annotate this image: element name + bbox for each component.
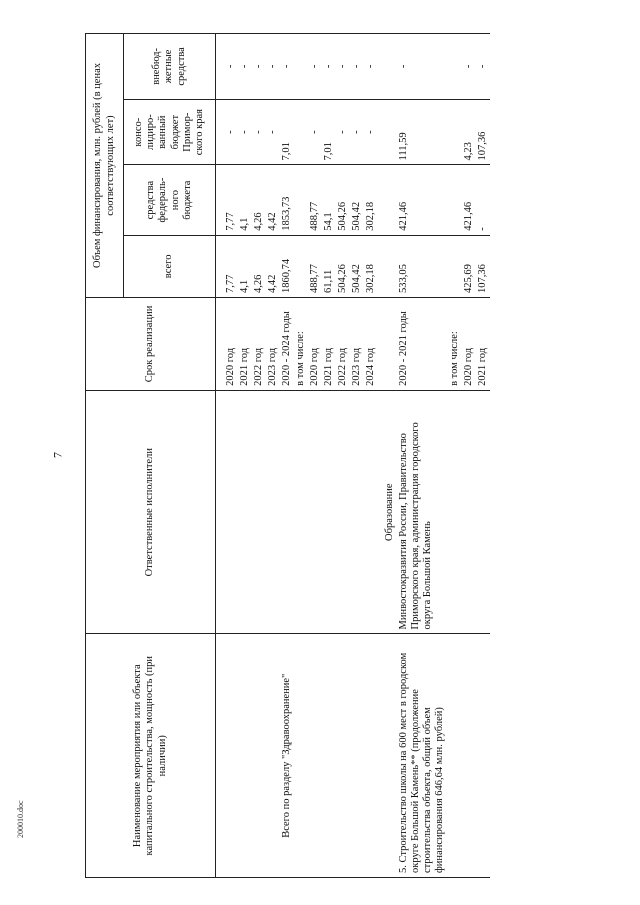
cell-term: 2023 год	[266, 298, 280, 391]
cell-executors	[476, 390, 490, 634]
cell-federal	[378, 165, 397, 235]
header-regional: консо-лидиро-ванный бюджет Примор-ского края	[124, 99, 216, 165]
cell-offbudget: -	[224, 34, 238, 100]
cell-federal	[294, 165, 308, 235]
cell-offbudget: -	[397, 34, 447, 100]
table-row	[350, 34, 364, 878]
cell-term: в том числе:	[448, 298, 462, 391]
cell-regional: -	[308, 99, 322, 165]
cell-executors	[238, 390, 252, 634]
cell-regional: 7,01	[280, 99, 294, 165]
cell-executors	[322, 390, 336, 634]
total-health-label: Всего по разделу "Здравоохранение"	[280, 634, 294, 878]
cell-name: 5. Строительство школы на 600 мест в городском округе Большой Камень** (продолжение строительства объекта, общий объем финансирования 646,64 млн. рублей)	[397, 634, 447, 878]
cell-total	[448, 235, 462, 297]
table-row	[322, 34, 336, 878]
cell-federal: 488,77	[308, 165, 322, 235]
cell-name	[224, 634, 238, 878]
cell-offbudget: -	[238, 34, 252, 100]
cell-term: 2021 год	[476, 298, 490, 391]
cell-executors	[224, 390, 238, 634]
cell-federal: 1853,73	[280, 165, 294, 235]
cell-federal: 504,26	[336, 165, 350, 235]
cell-total: 302,18	[364, 235, 378, 297]
cell-regional	[448, 99, 462, 165]
table-row	[476, 34, 490, 878]
cell-name	[266, 634, 280, 878]
table-row	[462, 34, 476, 878]
cell-name	[364, 634, 378, 878]
footer-filename: 200010.doc	[16, 800, 25, 838]
cell-executors	[462, 390, 476, 634]
cell-executors	[294, 390, 308, 634]
cell-term: 2021 год	[322, 298, 336, 391]
section-row	[378, 34, 397, 878]
cell-total: 504,42	[350, 235, 364, 297]
cell-offbudget: -	[322, 34, 336, 100]
cell-regional: -	[252, 99, 266, 165]
cell-regional: 111,59	[397, 99, 447, 165]
table-header	[86, 34, 216, 878]
table-row	[238, 34, 252, 878]
cell-total	[294, 235, 308, 297]
cell-offbudget	[448, 34, 462, 100]
table-row	[266, 34, 280, 878]
page-number: 7	[50, 452, 65, 458]
cell-term: 2020 - 2021 годы	[397, 298, 447, 391]
cell-offbudget: -	[364, 34, 378, 100]
cell-term: 2020 год	[308, 298, 322, 391]
cell-offbudget: -	[476, 34, 490, 100]
cell-name	[462, 634, 476, 878]
table-row	[308, 34, 322, 878]
cell-federal: 504,42	[350, 165, 364, 235]
cell-term: 2021 год	[238, 298, 252, 391]
cell-offbudget	[294, 34, 308, 100]
cell-offbudget: -	[308, 34, 322, 100]
header-volume: Объем финансирования, млн. рублей (в ценах соответствующих лет)	[86, 34, 124, 298]
table-row	[336, 34, 350, 878]
cell-regional	[294, 99, 308, 165]
cell-regional	[378, 99, 397, 165]
cell-federal: 302,18	[364, 165, 378, 235]
table-row	[280, 34, 294, 878]
cell-offbudget: -	[350, 34, 364, 100]
header-name: Наименование мероприятия или объекта капитального строительства, мощность (при наличии)	[86, 634, 216, 878]
cell-executors	[350, 390, 364, 634]
cell-federal: 7,77	[224, 165, 238, 235]
cell-executors	[308, 390, 322, 634]
cell-offbudget: -	[336, 34, 350, 100]
table-row	[294, 34, 308, 878]
cell-executors: Минвостокразвития России, Правительство Приморского края, администрация городского округа Большой Камень	[397, 390, 447, 634]
cell-name	[448, 634, 462, 878]
cell-regional: -	[224, 99, 238, 165]
cell-total: 107,36	[476, 235, 490, 297]
cell-name	[294, 634, 308, 878]
cell-total: 4,1	[238, 235, 252, 297]
cell-total: 504,26	[336, 235, 350, 297]
cell-executors	[266, 390, 280, 634]
cell-total: 1860,74	[280, 235, 294, 297]
cell-executors	[252, 390, 266, 634]
cell-federal: 421,46	[462, 165, 476, 235]
table-row	[448, 34, 462, 878]
cell-name	[322, 634, 336, 878]
cell-term: 2020 год	[224, 298, 238, 391]
cell-term: 2020 - 2024 годы	[280, 298, 294, 391]
table-row	[364, 34, 378, 878]
cell-name	[350, 634, 364, 878]
cell-total: 4,26	[252, 235, 266, 297]
cell-regional: -	[266, 99, 280, 165]
cell-executors	[448, 390, 462, 634]
item-5-row	[397, 34, 447, 878]
cell-executors	[280, 390, 294, 634]
cell-term: 2022 год	[252, 298, 266, 391]
cell-federal: -	[476, 165, 490, 235]
cell-name	[476, 634, 490, 878]
cell-regional: -	[238, 99, 252, 165]
header-executors: Ответственные исполнители	[86, 390, 216, 634]
cell-total: 533,05	[397, 235, 447, 297]
cell-offbudget: -	[280, 34, 294, 100]
cell-offbudget: -	[252, 34, 266, 100]
table-row	[252, 34, 266, 878]
rotated-sheet	[85, 33, 633, 878]
cell-federal	[448, 165, 462, 235]
cell-name	[238, 634, 252, 878]
financing-table	[85, 33, 490, 878]
cell-regional: 4,23	[462, 99, 476, 165]
table-row	[224, 34, 238, 878]
header-federal: средства федераль-ного бюджета	[124, 165, 216, 235]
cell-offbudget	[378, 34, 397, 100]
cell-term	[378, 298, 397, 391]
cell-total: 488,77	[308, 235, 322, 297]
cell-federal: 4,42	[266, 165, 280, 235]
cell-federal: 421,46	[397, 165, 447, 235]
cell-federal: 54,1	[322, 165, 336, 235]
cell-term: 2023 год	[350, 298, 364, 391]
cell-total: 4,42	[266, 235, 280, 297]
cell-regional: -	[336, 99, 350, 165]
cell-name	[378, 634, 397, 878]
cell-regional: 107,36	[476, 99, 490, 165]
cell-name	[336, 634, 350, 878]
cell-term: 2022 год	[336, 298, 350, 391]
cell-federal: 4,1	[238, 165, 252, 235]
cell-term: 2020 год	[462, 298, 476, 391]
cell-offbudget: -	[462, 34, 476, 100]
header-total: всего	[124, 235, 216, 297]
cell-regional: 7,01	[322, 99, 336, 165]
cell-name	[252, 634, 266, 878]
header-offbudget: внебюд-жетные средства	[124, 34, 216, 100]
section-education-title: Образование	[378, 390, 397, 634]
cell-federal: 4,26	[252, 165, 266, 235]
cell-total: 61,11	[322, 235, 336, 297]
cell-term: в том числе:	[294, 298, 308, 391]
cell-name	[308, 634, 322, 878]
table-body	[216, 34, 490, 878]
cell-total	[378, 235, 397, 297]
cell-executors	[336, 390, 350, 634]
cell-executors	[364, 390, 378, 634]
header-term: Срок реализации	[86, 298, 216, 391]
cell-offbudget: -	[266, 34, 280, 100]
cell-total: 7,77	[224, 235, 238, 297]
cell-total: 425,69	[462, 235, 476, 297]
cell-term: 2024 год	[364, 298, 378, 391]
cell-regional: -	[350, 99, 364, 165]
cell-regional: -	[364, 99, 378, 165]
